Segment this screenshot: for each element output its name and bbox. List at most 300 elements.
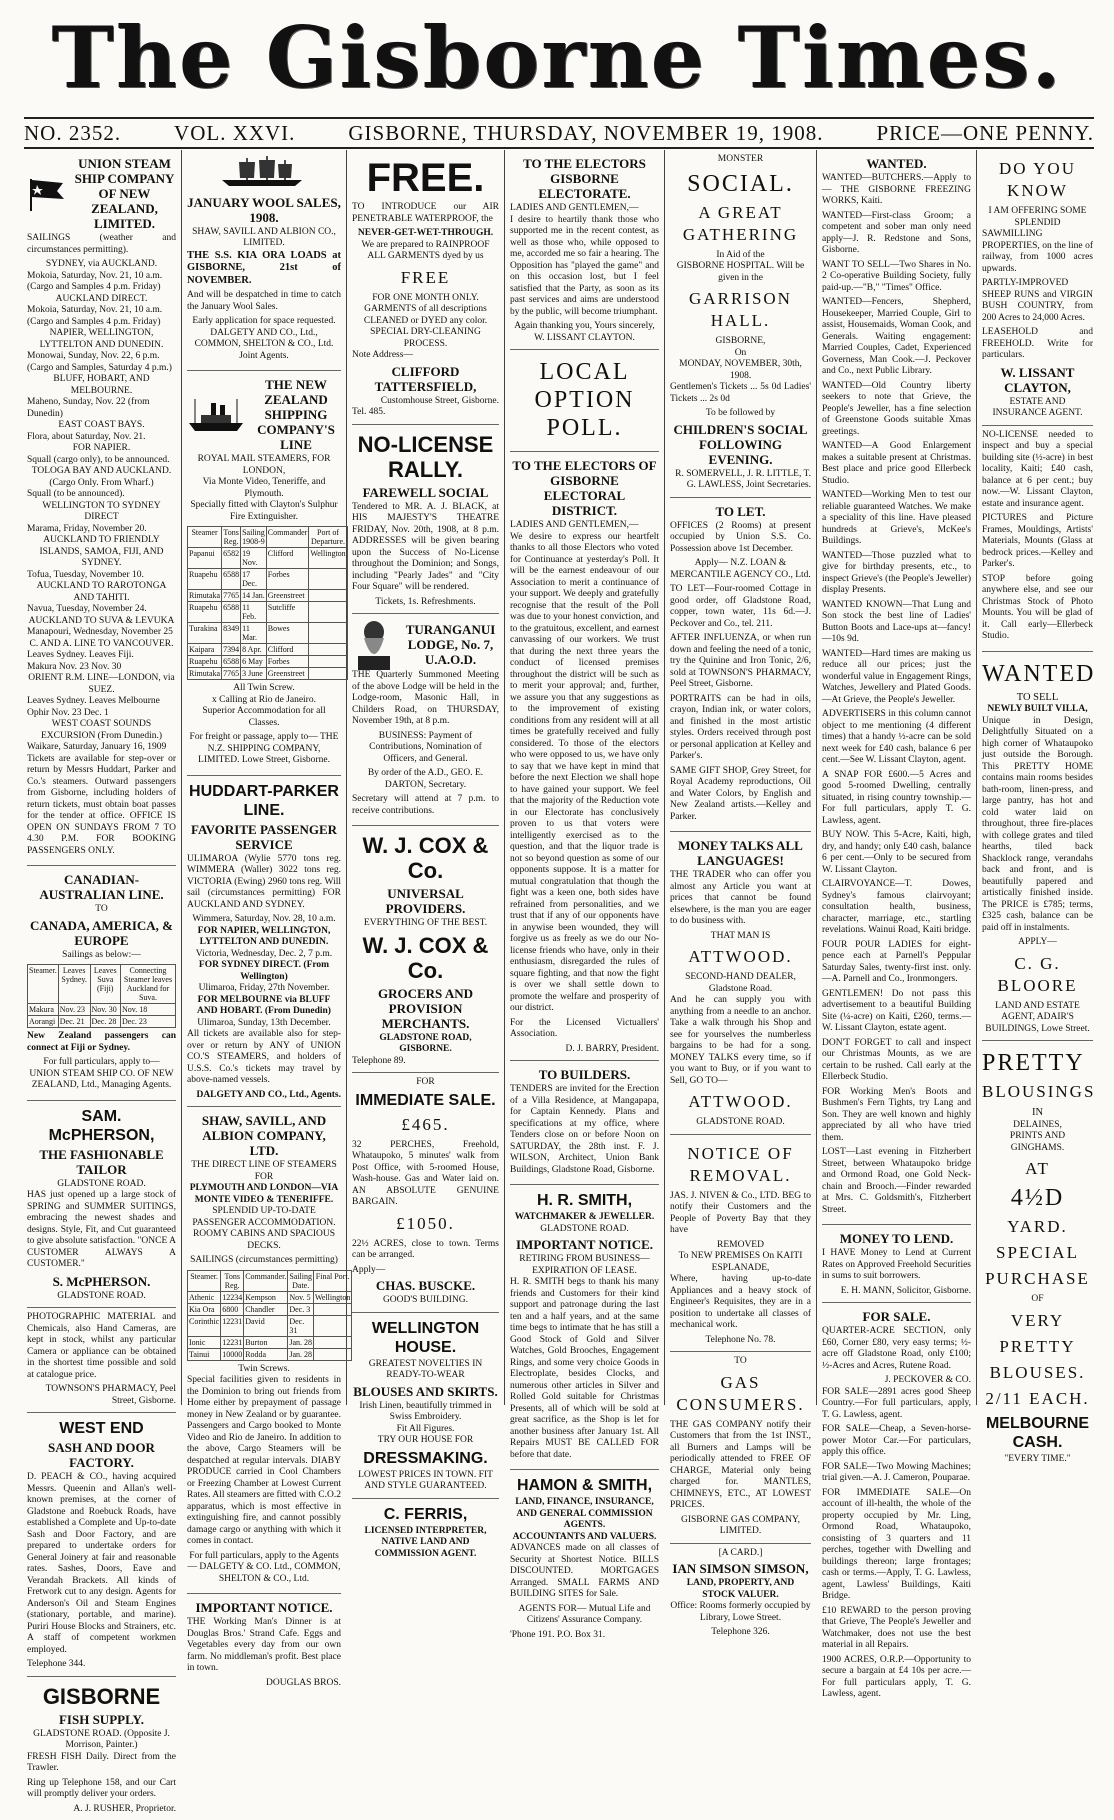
table-header: Final Port.	[314, 1270, 352, 1291]
westend-tel: Telephone 344.	[27, 1659, 176, 1671]
shaw-note: Special facilities given to residents in the Dominion to bring out friends from Home either by prepayment of passage money in New Zealand or by guarantee. Passengers and Cargo booked to Monte Video and Rio de Janeiro. In addition to the above, Cargo Steamers will be despatched at regular intervals. DIABY PRODUCE carried in Cool Chambers or Freezing Chamber at Lowest Current Rates. All steamers are fitted with C.O.2 apparatus, which is most effective in extinguishing fire, and cannot possibly damage cargo or anything with which it comes in contact.	[187, 1375, 341, 1548]
cox-sub: UNIVERSAL PROVIDERS.	[352, 886, 499, 916]
do-you-know-ad	[982, 150, 1093, 426]
classified-item: WANTED—Hard times are making us reduce all our prices; just the wonderful value in Engagement Rings, Watches, Jewellery and Plated Goods.—At Grieve, the People's Jeweller.	[822, 649, 971, 707]
table-cell: Jan. 28	[288, 1336, 314, 1348]
hamon-smith-ad	[510, 1470, 659, 1646]
table-header-row	[188, 527, 348, 548]
huddart-line: Victoria, Wednesday, Dec. 2, 7 p.m.	[187, 949, 341, 961]
nzship-table	[187, 526, 348, 680]
table-cell: Kempson	[244, 1291, 288, 1303]
table-header: Sailing 1908-9	[241, 527, 267, 548]
rally-title: NO-LICENSE RALLY.	[352, 432, 499, 482]
hamon-title: HAMON & SMITH,	[510, 1476, 659, 1495]
clayton-sub: ESTATE AND INSURANCE AGENT.	[982, 397, 1093, 420]
misc-notices	[982, 426, 1093, 652]
sailing-line: FOR NAPIER.	[27, 443, 176, 455]
dyk-body3: PARTLY-IMPROVED SHEEP RUNS and VIRGIN BUSH COUNTRY, from 200 Acres to 24,000 Acres.	[982, 278, 1093, 324]
table-row	[28, 1016, 176, 1028]
clayton-name: W. LISSANT CLAYTON,	[982, 365, 1093, 395]
table-cell: Wellington	[309, 548, 347, 569]
lend-sig: E. H. MANN, Solicitor, Gisborne.	[822, 1286, 971, 1298]
column-2	[182, 150, 347, 1405]
free-body2: NEVER-GET-WET-THROUGH.	[352, 228, 499, 240]
fish-supply-ad	[27, 1677, 176, 1820]
let-title: TO LET.	[670, 504, 811, 519]
classified-item: WANTED—BUTCHERS.—Apply to— THE GISBORNE FREEZING WORKS, Kaiti.	[822, 173, 971, 208]
lodge-note: Secretary will attend at 7 p.m. to receive contributions.	[352, 794, 499, 817]
table-header-row	[28, 965, 176, 1004]
shaw-table	[187, 1270, 352, 1361]
shaw-apply: For full particulars, apply to the Agents— DALGETY & CO. Ltd., COMMON, SHELTON & CO., Ltd.	[187, 1551, 341, 1586]
lodge-sig: By order of the A.D., GEO. E. DARTON, Secretary.	[352, 768, 499, 791]
table-cell: Rimutaka	[188, 668, 222, 680]
social-aid: In Aid of the	[670, 250, 811, 262]
shaw-sub: THE DIRECT LINE OF STEAMERS FOR	[187, 1160, 341, 1183]
table-cell: 10000	[221, 1348, 244, 1360]
table-header: Connecting Steamer leaves Auckland for Suva.	[120, 965, 175, 1004]
sailing-line: Mokoia, Saturday, Nov. 21, 10 a.m. (Cargo and Samples 4 p.m. Friday)	[27, 305, 176, 328]
table-cell: 3 June	[241, 668, 267, 680]
classified-item: A SNAP FOR £600.—5 Acres and good 5-roomed Dwelling, centrally situated, in rising country township.—For full particulars, apply T. G. Lawless, agent.	[822, 770, 971, 828]
huddart-parker-ad	[187, 776, 341, 1108]
blousings-word: BLOUSINGS	[982, 1081, 1093, 1103]
classified-item: WANTED—Old Country liberty seekers to note that Grieve, the People's Jeweller, has a fine selection of Greenstone Goods suitable Xmas greetings.	[822, 381, 971, 439]
electors-letter-2	[510, 452, 659, 1061]
electors2-for: For the Licensed Victuallers' Association.	[510, 1018, 659, 1041]
classified-item: CLAIRVOYANCE—T. Dowes, Sydney's famous clairvoyant; consultation health, business, character, marriage, etc., startling revelations. Wainui Road, Kaiti bridge.	[822, 879, 971, 937]
in-word: IN	[982, 1107, 1093, 1120]
table-cell: Greenstreet	[266, 590, 309, 602]
table-cell: Bowes	[266, 623, 309, 644]
wh-body4: Fit All Figures.	[352, 1424, 499, 1436]
classified-item: GENTLEMEN! Do not pass this advertisement to a beautiful Building Site (¼-acre) on Kaiti, £260, terms.—W. Lissant Clayton, estate agent.	[822, 989, 971, 1035]
sailing-line: Leaves Sydney. Leaves Fiji.	[27, 650, 176, 662]
sailing-line: Squall (to be announced).	[27, 489, 176, 501]
dyk-body2: SAWMILLING PROPERTIES, on the line of railway, from 1000 acres upwards.	[982, 229, 1093, 275]
sale-for: FOR	[352, 1077, 499, 1089]
table-cell: 6 May	[241, 656, 267, 668]
sale-body2: 22½ ACRES, close to town. Terms can be arranged.	[352, 1239, 499, 1262]
wh-body2: BLOUSES AND SKIRTS.	[352, 1384, 499, 1399]
rally-sub: FAREWELL SOCIAL	[352, 485, 499, 500]
table-cell: 12231	[221, 1336, 244, 1348]
electors2-title: TO THE ELECTORS OF GISBORNE ELECTORAL DISTRICT.	[510, 458, 659, 518]
removal-removed: REMOVED	[670, 1240, 811, 1252]
table-cell: Burton	[244, 1336, 288, 1348]
removal-to: To NEW PREMISES On KAITI ESPLANADE,	[670, 1251, 811, 1274]
builders-ad	[510, 1061, 659, 1185]
dyk-body: I AM OFFERING SOME SPLENDID	[982, 206, 1093, 229]
table-cell: Aorangi	[28, 1016, 59, 1028]
sale-title: IMMEDIATE SALE.	[352, 1091, 499, 1110]
electors-title: TO THE ELECTORS GISBORNE ELECTORATE.	[510, 156, 659, 201]
bloore-sub: LAND AND ESTATE AGENT, ADAIR'S BUILDINGS, Lowe Street.	[982, 1001, 1093, 1036]
table-cell: Dec. 28	[90, 1016, 120, 1028]
wh-body3: Irish Linen, beautifully trimmed in Swiss Embroidery.	[352, 1401, 499, 1424]
canadian-title: CANADIAN-AUSTRALIAN LINE.	[27, 872, 176, 902]
table-cell	[309, 656, 347, 668]
fish-addr: GLADSTONE ROAD. (Opposite J. Morrison, Painter.)	[27, 1729, 176, 1752]
table-cell: 6588	[222, 569, 241, 590]
rally-body: Tendered to MR. A. J. BLACK, at HIS MAJESTY'S THEATRE FRIDAY, Nov. 20th, 1908, at 8 p.m. ADDRESSES will be given bearing upon the Success of No-License throughout the Dominion; and Songs, including "Pearly Jades" and "City Four Square" will be rendered.	[352, 502, 499, 594]
sailing-line: Marama, Friday, November 20.	[27, 524, 176, 536]
table-row	[28, 1004, 176, 1016]
social-where: GISBORNE HOSPITAL. Will be given in the	[670, 261, 811, 284]
table-cell: 7394	[222, 644, 241, 656]
mcpherson-addr: GLADSTONE ROAD.	[27, 1179, 176, 1191]
free-body6: GARMENTS of all descriptions CLEANED or DYED any color.	[352, 304, 499, 327]
classified-item: £10 REWARD to the person proving that Grieve, The People's Jeweller and Watchmaker, does not use the best material in all Repairs.	[822, 1606, 971, 1652]
shaw-savill-ad	[187, 1107, 341, 1594]
table-cell: 11 Mar.	[241, 623, 267, 644]
electors2-salutation: LADIES AND GENTLEMEN,—	[510, 520, 659, 532]
classified-item: WANTED—A Good Enlargement makes a suitable present at Christmas. Best place and price good Ellerbeck Studio.	[822, 441, 971, 487]
wool-co: SHAW, SAVILL AND ALBION CO., LIMITED.	[187, 227, 341, 250]
table-cell: Chandler	[244, 1303, 288, 1315]
free-addr: Customhouse Street, Gisborne.	[352, 396, 499, 408]
table-cell	[309, 590, 347, 602]
social-tix: Gentlemen's Tickets ... 5s 0d Ladies' Tickets ... 2s 0d	[670, 382, 811, 405]
table-row	[188, 1315, 352, 1336]
table-cell: 19 Nov.	[241, 548, 267, 569]
table-cell: Nov. 5	[288, 1291, 314, 1303]
cox-sub2: EVERYTHING OF THE BEST.	[352, 918, 499, 930]
sale-apply: Apply—	[352, 1265, 499, 1277]
simson-sub: LAND, PROPERTY, AND STOCK VALUER.	[670, 1578, 811, 1601]
sailing-line: ORIENT R.M. LINE—LONDON, via SUEZ.	[27, 673, 176, 696]
wool-title: JANUARY WOOL SALES, 1908.	[187, 195, 341, 225]
sailing-line: EAST COAST BAYS.	[27, 420, 176, 432]
fish-title: GISBORNE	[27, 1684, 176, 1709]
for-sale-section	[822, 1303, 971, 1709]
shaw-body: SPLENDID UP-TO-DATE PASSENGER ACCOMMODATION. ROOMY CABINS AND SPACIOUS DECKS.	[187, 1206, 341, 1252]
lodge-ad	[352, 614, 499, 826]
classified-item: FOR SALE—2891 acres good Sheep Country.—For full particulars, apply, T. G. Lawless, agent.	[822, 1387, 971, 1422]
table-row	[188, 1336, 352, 1348]
money-body: THE TRADER who can offer you almost any Article you want at prices that cannot be found elsewhere, is the man you are eager to do business with.	[670, 870, 811, 928]
table-cell: Nov. 23	[58, 1004, 90, 1016]
photo-sig: TOWNSON'S PHARMACY, Peel Street, Gisborne.	[27, 1384, 176, 1407]
nzship-title: THE NEW ZEALAND SHIPPING COMPANY'S LINE	[251, 377, 341, 452]
issue-number: NO. 2352.	[24, 121, 121, 146]
simson-tel: Telephone 326.	[670, 1627, 811, 1639]
smith-notice: IMPORTANT NOTICE.	[510, 1237, 659, 1252]
shaw-to: PLYMOUTH AND LONDON—VIA MONTE VIDEO & TENERIFFE.	[187, 1183, 341, 1206]
table-cell: Tainui	[188, 1348, 221, 1360]
cox-ad	[352, 826, 499, 1073]
special-word: SPECIAL	[982, 1242, 1093, 1264]
immediate-sale-ad	[352, 1073, 499, 1313]
electors-sign1: Again thanking you, Yours sincerely,	[510, 321, 659, 333]
sailing-line: C. AND A. LINE TO VANCOUVER.	[27, 639, 176, 651]
huddart-ships: ULIMAROA (Wylie 5770 tons reg. WIMMERA (Waller) 3022 tons reg. VICTORIA (Ewing) 2960 tons reg. Will sail (circumstances permitting) FOR AUCKLAND AND SYDNEY.	[187, 854, 341, 912]
free-big: FREE	[352, 267, 499, 289]
yard-word: YARD.	[982, 1216, 1093, 1238]
villa-tosell: TO SELL	[982, 692, 1093, 705]
table-row	[188, 1291, 352, 1303]
table-row	[188, 656, 348, 668]
mcpherson-body: HAS just opened up a large stock of SPRING and SUMMER SUITINGS, embracing the newest shades and designs. Style, Fit, and Cut guaranteed to give absolute satisfaction. "ONCE A CUSTOMER ALWAYS A CUSTOMER."	[27, 1190, 176, 1271]
wh-body6: LOWEST PRICES IN TOWN. FIT AND STYLE GUARANTEED.	[352, 1470, 499, 1493]
column-4	[505, 150, 665, 1405]
canadian-table	[27, 964, 176, 1028]
table-cell: 17 Dec.	[241, 569, 267, 590]
ferris-sub: LICENSED INTERPRETER, NATIVE LAND AND COMMISSION AGENT.	[352, 1526, 499, 1561]
villa-title: NEWLY BUILT VILLA,	[982, 704, 1093, 716]
sailing-line: BLUFF, HOBART, AND MELBOURNE.	[27, 374, 176, 397]
s1-sig: J. PECKOVER & CO.	[822, 1375, 971, 1387]
place-date: GISBORNE, THURSDAY, NOVEMBER 19, 1908.	[348, 121, 823, 146]
huddart-line: Ulimaroa, Sunday, 13th December.	[187, 1018, 341, 1030]
free-body7: SPECIAL DRY-CLEANING PROCESS.	[352, 327, 499, 350]
notice-title: IMPORTANT NOTICE.	[187, 1600, 341, 1615]
electors-body: I desire to heartily thank those who supported me in the recent contest, as well as those who, while opposed to me, accorded me so fair a hearing. The Opposition has "played the game" and on this occasion lost, but I feel satisfied that the Party, as soon as its past services and aims are understood by the public, will become triumphant.	[510, 215, 659, 319]
sailing-line: AUCKLAND TO FRIENDLY ISLANDS, SAMOA, FIJI, AND SYDNEY.	[27, 535, 176, 570]
table-row	[188, 623, 348, 644]
wellington-house-ad	[352, 1313, 499, 1499]
wh-big: DRESSMAKING.	[352, 1449, 499, 1468]
sailing-line: Mokoia, Saturday, Nov. 21, 10 a.m. (Cargo and Samples 4 p.m. Friday)	[27, 271, 176, 294]
sale-body1: 32 PERCHES, Freehold, Whataupoko, 5 minutes' walk from Post Office, with 5-roomed House, Wash-house. Gas and Water laid on. AN ABSOLUTE GENUINE BARGAIN.	[352, 1140, 499, 1209]
free-ad	[352, 150, 499, 425]
gift: SAME GIFT SHOP, Grey Street, for Royal Academy reproductions, Oil and Water Colors, by English and New Zealand artists.—Kelley and Parker.	[670, 766, 811, 824]
huddart-title: HUDDART-PARKER LINE.	[187, 782, 341, 820]
sale-price1: £465.	[352, 1114, 499, 1136]
each-word: 2/11 EACH.	[982, 1388, 1093, 1410]
kiaora-body: And will be despatched in time to catch the January Wool Sales.	[187, 290, 341, 313]
removal-body: JAS. J. NIVEN & Co., LTD. BEG to notify their Customers and the People of Poverty Bay that they have	[670, 1191, 811, 1237]
removal-title: NOTICE OF REMOVAL.	[670, 1143, 811, 1187]
cox2-tel: Telephone 89.	[352, 1056, 499, 1068]
table-cell: Greenstreet	[266, 668, 309, 680]
fish-tel: Ring up Telephone 158, and our Cart will promptly deliver your orders.	[27, 1778, 176, 1801]
sailing-line: Squall (cargo only), to be announced.	[27, 455, 176, 467]
table-row	[188, 602, 348, 623]
removal-notice-ad	[670, 1135, 811, 1353]
table-cell: David	[244, 1315, 288, 1336]
huddart-sub: FAVORITE PASSENGER SERVICE	[187, 822, 341, 852]
canadian-sub: Sailings as below:—	[27, 950, 176, 962]
rally-tix: Tickets, 1s. Refreshments.	[352, 597, 499, 609]
prints-word: PRINTS AND	[982, 1131, 1093, 1143]
very-word: VERY	[982, 1310, 1093, 1332]
price: PRICE—ONE PENNY.	[877, 121, 1094, 146]
table-cell: Nov. 18	[120, 1004, 175, 1016]
sailing-line: Monowai, Sunday, Nov. 22, 6 p.m. (Cargo and Samples, Saturday 4 p.m.)	[27, 351, 176, 374]
sailing-line: TOLOGA BAY AND AUCKLAND. (Cargo Only. From Wharf.)	[27, 466, 176, 489]
table-header: Leaves Suva (Fiji)	[90, 965, 120, 1004]
huddart-line: Wimmera, Saturday, Nov. 28, 10 a.m.	[187, 914, 341, 926]
bloore-name: C. G. BLOORE	[982, 953, 1093, 997]
nzship-fitted: Specially fitted with Clayton's Sulphur Fire Extinguisher.	[187, 500, 341, 523]
table-cell: Ruapehu	[188, 602, 222, 623]
villa-for-sale-ad	[982, 652, 1093, 1042]
attwood-name-2: ATTWOOD.	[670, 1091, 811, 1113]
social-sub: A GREAT GATHERING	[670, 202, 811, 246]
table-header-row	[188, 1270, 352, 1291]
gas-consumers-ad	[670, 1352, 811, 1544]
free-title: FREE.	[352, 156, 499, 200]
wool-sales-ad	[187, 150, 341, 371]
lend-body: I HAVE Money to Lend at Current Rates on Approved Freehold Securities in sums to suit borrowers.	[822, 1248, 971, 1283]
classified-item: LOST—Last evening in Fitzherbert Street, between Whataupoko bridge and Ormond Road, one Gold Neck-chain and Brooch.—Finder rewarded at Mrs. C. Goldsmith's, Fitzherbert Street.	[822, 1147, 971, 1216]
removal-tel: Telephone No. 78.	[670, 1335, 811, 1347]
table-cell: 12234	[221, 1291, 244, 1303]
table-header: Steamer.	[28, 965, 59, 1004]
attwood-ad	[670, 832, 811, 1135]
table-cell: Rimutaka	[188, 590, 222, 602]
table-header: Leaves Sydney.	[58, 965, 90, 1004]
table-header: Sailing Date.	[288, 1270, 314, 1291]
table-header: Steamer	[188, 527, 222, 548]
kiaora-apply: Early application for space requested. DALGETY AND CO., Ltd., COMMON, SHELTON & CO., Ltd. Joint Agents.	[187, 316, 341, 362]
attwood-sub: SECOND-HAND DEALER, Gladstone Road.	[670, 972, 811, 995]
ferris-ad	[352, 1499, 499, 1566]
table-cell: 11 Feb.	[241, 602, 267, 623]
table-cell: Rodda	[244, 1348, 288, 1360]
table-cell: Ionic	[188, 1336, 221, 1348]
villa-apply: APPLY—	[982, 937, 1093, 949]
table-cell	[309, 569, 347, 590]
lop-title: LOCAL OPTION POLL.	[510, 358, 659, 442]
steamship-icon	[187, 395, 245, 435]
ginghams-word: GINGHAMS.	[982, 1143, 1093, 1155]
table-row	[188, 668, 348, 680]
forsale-title: FOR SALE.	[822, 1309, 971, 1324]
mcpherson-sub: THE FASHIONABLE TAILOR	[27, 1147, 176, 1177]
classified-item: BUY NOW. This 5-Acre, Kaiti, high, dry, and handy; only £40 cash, balance 6 per cent.—Only to be secured from W. Lissant Clayton.	[822, 830, 971, 876]
westend-body: D. PEACH & CO., having acquired Messrs. Queenin and Allan's well-known premises, at the corner of Gladstone and Roebuck Roads, have established a Complete and Up-to-date Sash and Door Factory, and are prepared to undertake orders for General Joinery at fair and reasonable rates. Sashes, Doors, Eave and Verandah Brackets. All kinds of Fretwork cut to any design. Agents for Anderson's Oil and Steam Engines (stationary, portable, and marine). Puriri House Blocks and Strainers, etc. A staff of competent workmen employed.	[27, 1472, 176, 1656]
lodge-body: THE Quarterly Summoned Meeting of the above Lodge will be held in the Lodge-room, Masonic Hall, in Childers Road, on THURSDAY, November 19th, at 8 p.m.	[352, 670, 499, 728]
cox-title: W. J. COX & Co.	[352, 833, 499, 883]
union-steam-ad	[27, 150, 176, 866]
classified-item: WANT TO SELL—Two Shares in No. 2 Co-operative Building Society, fully paid-up.—"B," "Times" Office.	[822, 260, 971, 295]
sale-price2: £1050.	[352, 1213, 499, 1235]
sailing-line: Navua, Tuesday, November 24.	[27, 604, 176, 616]
table-row	[188, 644, 348, 656]
canadian-to: TO	[27, 904, 176, 916]
villa-wanted: WANTED	[982, 660, 1093, 688]
table-cell: Dec. 23	[120, 1016, 175, 1028]
price-word: 4½D	[982, 1184, 1093, 1212]
dyk-title: DO YOU KNOW	[982, 158, 1093, 202]
fish-sub: FISH SUPPLY.	[27, 1712, 176, 1727]
classified-item: DON'T FORGET to call and inspect our Christmas Mounts, as we are certain to be rushed. Call early at the Ellerbeck Studio.	[822, 1038, 971, 1084]
smith-title: H. R. SMITH,	[510, 1191, 659, 1210]
classified-item: FOR Working Men's Boots and Bushmen's Fern Tights, try Lang and Son. They are well known and highly appreciated by all who have tried them.	[822, 1087, 971, 1145]
huddart-note: All tickets are available also for step-over or return by ANY of UNION CO.'S STEAMERS, and holders of U.S.S. Co.'s tickets may travel by above-named vessels.	[187, 1029, 341, 1087]
table-cell: 6588	[222, 656, 241, 668]
westend-title: WEST END	[27, 1419, 176, 1438]
gas-body: THE GAS COMPANY notify their Customers that from the 1st INST., all Burners and Lamps will be periodically attended to FREE OF CHARGE, Material only being charged for. MANTLES, CHIMNEYS, ETC., AT LOWEST PRICES.	[670, 1420, 811, 1512]
simson-title: IAN SIMSON SIMSON,	[670, 1561, 811, 1576]
table-cell: Turakina	[188, 623, 222, 644]
cox2-title: W. J. COX & Co.	[352, 933, 499, 983]
canadian-dest: CANADA, AMERICA, & EUROPE	[27, 918, 176, 948]
table-row	[188, 1348, 352, 1360]
sailing-line: AUCKLAND DIRECT.	[27, 294, 176, 306]
nzship-apply: For freight or passage, apply to— THE N.Z. SHIPPING COMPANY, LIMITED. Lowe Street, Gisborne.	[187, 732, 341, 767]
let2: TO LET—Four-roomed Cottage in good order, off Gladstone Road, copper, town water, 11s 6d.—J. Peckover and Co., tel. 211.	[670, 584, 811, 630]
classified-item: WANTED—First-class Groom; a competent and sober man only need apply—J. R. Redstone and Sons, Gisborne.	[822, 211, 971, 257]
classified-item: PICTURES and Picture Frames, Mouldings, Artists' Materials, Mounts (Glass at bedrock prices.—Kelley and Parker's.	[982, 513, 1093, 571]
mcpherson-ad	[27, 1101, 176, 1309]
wh-title: WELLINGTON HOUSE.	[352, 1319, 499, 1357]
sailing-line: AUCKLAND TO SUVA & LEVUKA	[27, 616, 176, 628]
hamon-phone: 'Phone 191. P.O. Box 31.	[510, 1630, 659, 1642]
table-cell: 8 Apr.	[241, 644, 267, 656]
let-body: OFFICES (2 Rooms) at present occupied by Union S.S. Co. Possession above 1st December.	[670, 521, 811, 556]
table-cell: Dec. 21	[58, 1016, 90, 1028]
lend-title: MONEY TO LEND.	[822, 1231, 971, 1246]
gas-title: GAS CONSUMERS.	[670, 1372, 811, 1416]
attwood2-addr: GLADSTONE ROAD.	[670, 1117, 811, 1129]
table-cell: Ruapehu	[188, 656, 222, 668]
sailing-line: Maheno, Sunday, Nov. 22 (from Dunedin)	[27, 397, 176, 420]
table-cell: Jan. 28	[288, 1348, 314, 1360]
classified-item: WANTED KNOWN—That Lung and Son stock the best line of Ladies' Button Boots and Lace-ups at—fancy!—10s 9d.	[822, 600, 971, 646]
hamon-body: ADVANCES made on all classes of Security at Shortest Notice. BILLS DISCOUNTED. MORTGAGES Arranged. SMALL FARMS AND BUILDING SITES for Sale.	[510, 1543, 659, 1601]
electors-sign2: W. LISSANT CLAYTON.	[510, 333, 659, 345]
classified-item: 1900 ACRES, O.R.P.—Opportunity to secure a bargain at £4 10s per acre.—For full particulars apply, T. G. Lawless, agent.	[822, 1655, 971, 1701]
social-title: SOCIAL.	[670, 170, 811, 198]
sailing-line: Tofua, Tuesday, November 10.	[27, 570, 176, 582]
smith-ad	[510, 1185, 659, 1470]
table-cell: Wellington	[314, 1291, 352, 1303]
pretty-word: PRETTY	[982, 1049, 1093, 1077]
column-1	[22, 150, 182, 1405]
shaw-title: SHAW, SAVILL, AND ALBION COMPANY, LTD.	[187, 1113, 341, 1158]
builders-body: TENDERS are invited for the Erection of a Villa Residence, at Mangapapa, for Captain Kennedy. Plans and specifications at my office, where Tenders close on or before Noon on SATURDAY, the 28th inst. F. J. WILSON, Architect, Union Bank Buildings, Gladstone Road, Gisborne.	[510, 1084, 659, 1176]
electors2-sig: D. J. BARRY, President.	[510, 1044, 659, 1056]
nzship-accom: Superior Accommodation for all Classes.	[187, 706, 341, 729]
table-cell: 6582	[222, 548, 241, 569]
table-cell	[309, 644, 347, 656]
table-cell: Ruapehu	[188, 569, 222, 590]
table-cell	[309, 668, 347, 680]
classified-item: WANTED—Those puzzled what to give for birthday presents, etc., to inspect Grieve's (the People's Jeweller) display Presents.	[822, 551, 971, 597]
table-cell: 6800	[221, 1303, 244, 1315]
table-cell: Kaipara	[188, 644, 222, 656]
simson-card-ad	[670, 1544, 811, 1644]
table-cell: Papanui	[188, 548, 222, 569]
classified-item: ADVERTISERS in this column cannot object to me mentioning (4 different times) that a handy ½-acre can be sold next week for £40 cash, balance 6 per cent.—See W. Lissant Clayton, agent.	[822, 709, 971, 767]
notice-body: THE Working Man's Dinner is at Douglas Bros.' Strand Cafe. Eggs and Vegetables every day from our own farm. No middleman's profit. Best place in town.	[187, 1617, 341, 1675]
every-time: "EVERY TIME."	[982, 1454, 1093, 1466]
sailing-line: Manapouri, Wednesday, November 25	[27, 627, 176, 639]
shaw-twin: Twin Screws.	[187, 1364, 341, 1376]
table-cell: 14 Jan.	[241, 590, 267, 602]
to-let-ad	[670, 498, 811, 833]
tickets-note: Tickets are available for step-over or return by Messrs Huddart, Parker and Co.'s steamers. Outward passengers from Gisborne, including holders of return tickets, must obtain boat passes for the tender at office. OFFICE IS OPEN ON SUNDAYS FROM 7 TO 4.30 P.M. FOR BOOKING PASSENGERS ONLY.	[27, 754, 176, 858]
dateline	[24, 117, 1094, 149]
classified-item: QUARTER-ACRE SECTION, only £60, Corner £80, very easy terms; ½-acre off Gladstone Road, only £100; ½-Acres and Acres, Rutene Road.	[822, 1326, 971, 1372]
dyk-body4: LEASEHOLD and FREEHOLD. Write for particulars.	[982, 327, 1093, 362]
notice-sig: DOUGLAS BROS.	[187, 1678, 341, 1690]
table-header: Commander	[266, 527, 309, 548]
sailing-ship-icon	[187, 154, 337, 188]
gas-sig: GISBORNE GAS COMPANY, LIMITED.	[670, 1515, 811, 1538]
social-on: On	[670, 348, 811, 360]
free-body3: We are prepared to RAINPROOF	[352, 240, 499, 252]
money-title: MONEY TALKS ALL LANGUAGES!	[670, 838, 811, 868]
canadian-australian-ad	[27, 866, 176, 1101]
no-license-rally-ad	[352, 425, 499, 615]
west-end-ad	[27, 1413, 176, 1677]
sailing-line: Leaves Sydney. Leaves Melbourne	[27, 696, 176, 708]
monster-social-ad	[670, 150, 811, 498]
